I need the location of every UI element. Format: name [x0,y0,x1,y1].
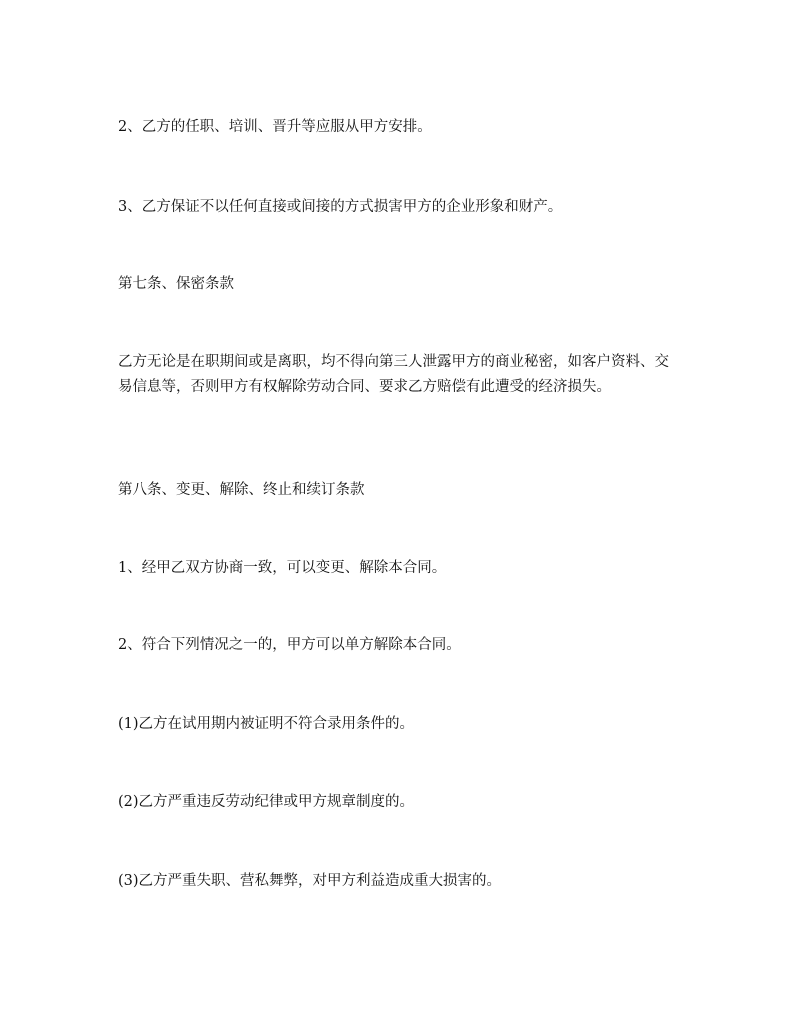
termination-item-2: 2、符合下列情况之一的，甲方可以单方解除本合同。 [118,637,461,653]
clause-item-3: 3、乙方保证不以任何直接或间接的方式损害甲方的企业形象和财产。 [118,199,563,215]
termination-subitem-2: (2)乙方严重违反劳动纪律或甲方规章制度的。 [118,794,415,810]
termination-subitem-3: (3)乙方严重失职、营私舞弊，对甲方利益造成重大损害的。 [118,873,502,889]
confidentiality-paragraph: 乙方无论是在职期间或是离职，均不得向第三人泄露甲方的商业秘密，如客户资料、交易信息等，否则甲方有权解除劳动合同、要求乙方赔偿有此遭受的经济损失。 [118,354,669,395]
clause-item-2: 2、乙方的任职、培训、晋升等应服从甲方安排。 [118,119,432,135]
termination-item-1: 1、经甲乙双方协商一致，可以变更、解除本合同。 [118,560,447,576]
section-heading-termination: 第八条、变更、解除、终止和续订条款 [118,482,365,498]
section-heading-confidentiality: 第七条、保密条款 [118,276,234,292]
termination-subitem-1: (1)乙方在试用期内被证明不符合录用条件的。 [118,716,415,732]
